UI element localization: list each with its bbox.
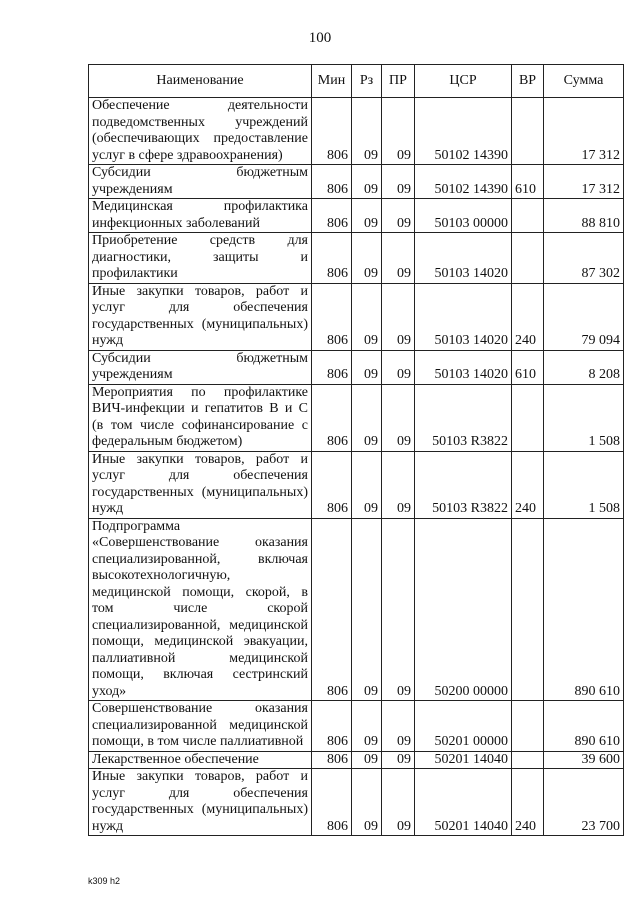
cell-min: 806 [312, 199, 352, 233]
cell-rz: 09 [352, 751, 382, 769]
table-row [89, 165, 624, 199]
cell-name: Иные закупки товаров, работ и услуг для обеспечения государственных (муниципальных) нужд [89, 769, 312, 836]
cell-pr: 09 [382, 518, 415, 701]
cell-sum: 1 508 [544, 451, 624, 518]
cell-min: 806 [312, 350, 352, 384]
cell-rz: 09 [352, 233, 382, 284]
table-row [89, 98, 624, 165]
cell-min: 806 [312, 701, 352, 752]
header-rz: Рз [352, 65, 382, 98]
footer-code: k309 h2 [88, 876, 121, 886]
table-row [89, 518, 624, 701]
cell-name: Субсидии бюджетным учреждениям [89, 165, 312, 199]
cell-sum: 8 208 [544, 350, 624, 384]
cell-rz: 09 [352, 518, 382, 701]
table-row [89, 451, 624, 518]
cell-pr: 09 [382, 751, 415, 769]
cell-csr: 50102 14390 [415, 165, 512, 199]
cell-min: 806 [312, 451, 352, 518]
cell-rz: 09 [352, 701, 382, 752]
cell-csr: 50102 14390 [415, 98, 512, 165]
cell-sum: 39 600 [544, 751, 624, 769]
table-row [89, 350, 624, 384]
cell-sum: 88 810 [544, 199, 624, 233]
cell-name: Совершенствование оказания специализированной медицинской помощи, в том числе паллиативной [89, 701, 312, 752]
table-row [89, 769, 624, 836]
table-header-row [89, 65, 624, 98]
cell-sum: 87 302 [544, 233, 624, 284]
cell-vr [512, 98, 544, 165]
cell-pr: 09 [382, 233, 415, 284]
header-csr: ЦСР [415, 65, 512, 98]
cell-rz: 09 [352, 98, 382, 165]
cell-csr: 50201 14040 [415, 769, 512, 836]
cell-vr [512, 199, 544, 233]
cell-min: 806 [312, 233, 352, 284]
cell-min: 806 [312, 384, 352, 451]
cell-sum: 890 610 [544, 518, 624, 701]
cell-min: 806 [312, 98, 352, 165]
table-row [89, 233, 624, 284]
cell-vr: 610 [512, 165, 544, 199]
cell-name: Субсидии бюджетным учреждениям [89, 350, 312, 384]
table-row [89, 751, 624, 769]
cell-vr: 240 [512, 283, 544, 350]
cell-min: 806 [312, 283, 352, 350]
cell-rz: 09 [352, 165, 382, 199]
cell-name: Приобретение средств для диагностики, защиты и профилактики [89, 233, 312, 284]
cell-csr: 50103 14020 [415, 233, 512, 284]
cell-vr [512, 518, 544, 701]
cell-name: Иные закупки товаров, работ и услуг для обеспечения государственных (муниципальных) нужд [89, 451, 312, 518]
cell-rz: 09 [352, 350, 382, 384]
cell-sum: 17 312 [544, 98, 624, 165]
cell-rz: 09 [352, 384, 382, 451]
cell-name: Мероприятия по профилактике ВИЧ-инфекции и гепатитов В и С (в том числе софинансирование с федеральным бюджетом) [89, 384, 312, 451]
cell-csr: 50201 00000 [415, 701, 512, 752]
cell-rz: 09 [352, 769, 382, 836]
cell-pr: 09 [382, 384, 415, 451]
cell-pr: 09 [382, 350, 415, 384]
header-vr: ВР [512, 65, 544, 98]
cell-rz: 09 [352, 283, 382, 350]
cell-vr: 610 [512, 350, 544, 384]
cell-sum: 890 610 [544, 701, 624, 752]
cell-csr: 50200 00000 [415, 518, 512, 701]
cell-sum: 1 508 [544, 384, 624, 451]
cell-pr: 09 [382, 199, 415, 233]
cell-name: Лекарственное обеспечение [89, 751, 312, 769]
cell-vr [512, 751, 544, 769]
cell-pr: 09 [382, 451, 415, 518]
cell-csr: 50103 R3822 [415, 384, 512, 451]
cell-pr: 09 [382, 769, 415, 836]
cell-vr [512, 701, 544, 752]
page-number: 100 [308, 30, 332, 46]
cell-rz: 09 [352, 199, 382, 233]
budget-table [88, 64, 624, 836]
header-name: Наименование [89, 65, 312, 98]
cell-sum: 17 312 [544, 165, 624, 199]
cell-csr: 50103 00000 [415, 199, 512, 233]
cell-rz: 09 [352, 451, 382, 518]
header-pr: ПР [382, 65, 415, 98]
cell-name: Подпрограмма «Совершенствование оказания специализированной, включая высокотехнологичную, медицинской помощи, скорой, в том числе скорой специализированной, медицинской помощи, медицинской эвакуации, паллиативной медицинской помощи, включая сестринский уход» [89, 518, 312, 701]
cell-min: 806 [312, 769, 352, 836]
cell-pr: 09 [382, 165, 415, 199]
table-row [89, 384, 624, 451]
cell-vr [512, 233, 544, 284]
cell-name: Медицинская профилактика инфекционных заболеваний [89, 199, 312, 233]
cell-pr: 09 [382, 701, 415, 752]
cell-csr: 50103 R3822 [415, 451, 512, 518]
cell-name: Иные закупки товаров, работ и услуг для обеспечения государственных (муниципальных) нужд [89, 283, 312, 350]
cell-pr: 09 [382, 98, 415, 165]
cell-min: 806 [312, 751, 352, 769]
cell-sum: 79 094 [544, 283, 624, 350]
cell-csr: 50201 14040 [415, 751, 512, 769]
cell-pr: 09 [382, 283, 415, 350]
cell-vr [512, 384, 544, 451]
cell-vr: 240 [512, 769, 544, 836]
cell-min: 806 [312, 165, 352, 199]
table-row [89, 199, 624, 233]
table-row [89, 283, 624, 350]
cell-min: 806 [312, 518, 352, 701]
header-sum: Сумма [544, 65, 624, 98]
cell-sum: 23 700 [544, 769, 624, 836]
cell-vr: 240 [512, 451, 544, 518]
cell-csr: 50103 14020 [415, 350, 512, 384]
cell-csr: 50103 14020 [415, 283, 512, 350]
header-min: Мин [312, 65, 352, 98]
table-row [89, 701, 624, 752]
cell-name: Обеспечение деятельности подведомственных учреждений (обеспечивающих предоставление услуг в сфере здравоохранения) [89, 98, 312, 165]
